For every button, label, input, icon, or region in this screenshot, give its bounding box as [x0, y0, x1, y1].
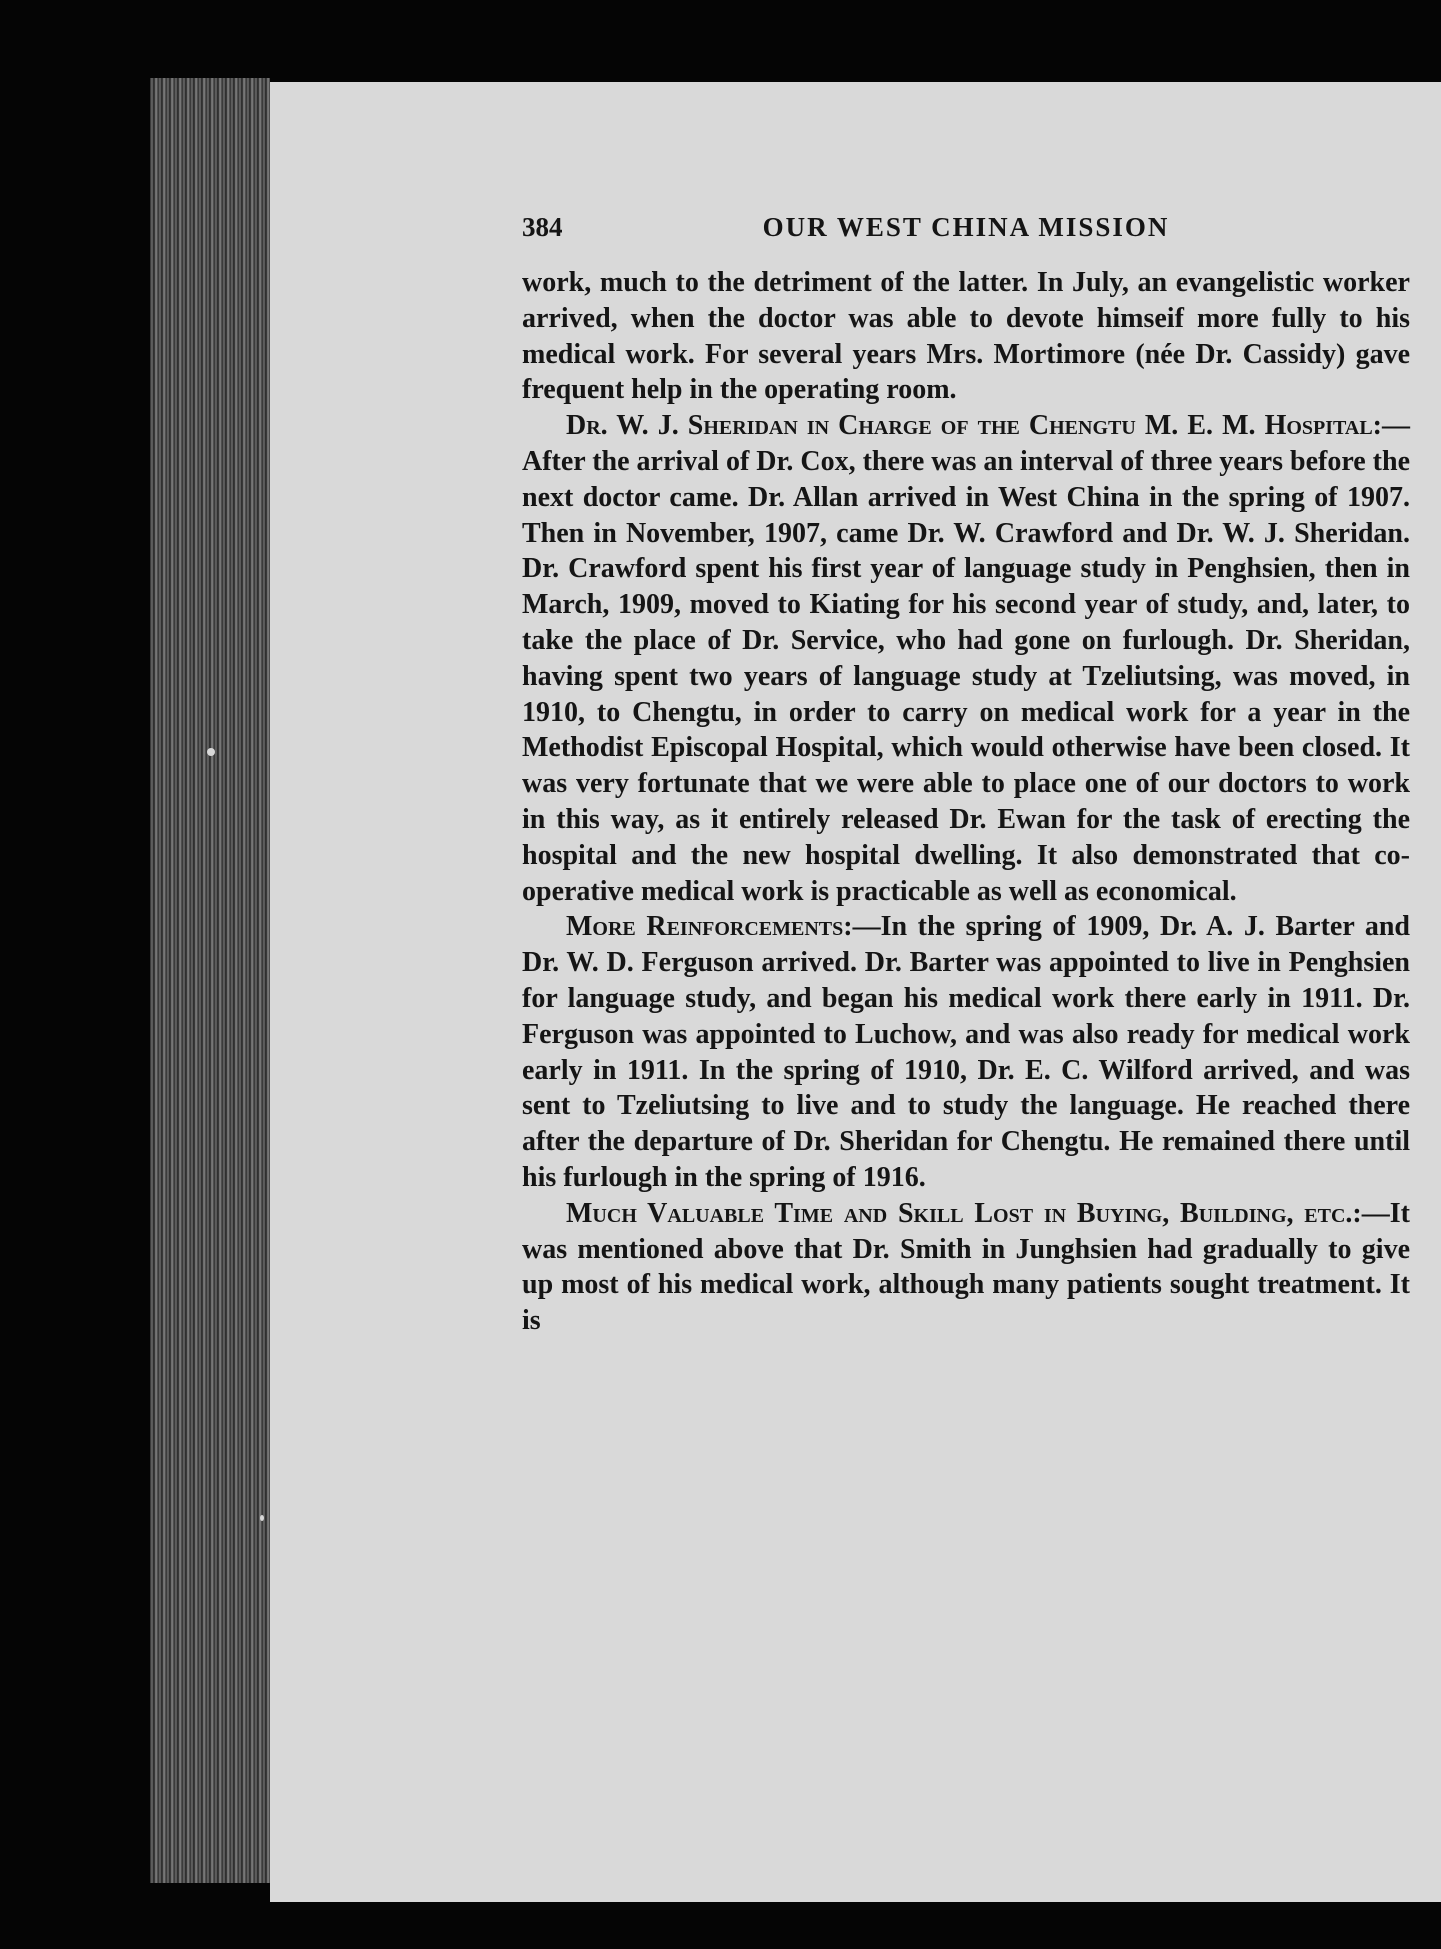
paragraph-reinforcements: [522, 909, 1410, 1195]
running-title: OUR WEST CHINA MISSION: [762, 212, 1170, 242]
paragraph-text: —It was mentioned above that Dr. Smith in Junghsien had gradually to give up most of his medical work, although many patients sought treatment. It is: [522, 1197, 1410, 1337]
section-heading: Much Valuable Time and Skill Lost in Buying, Building, etc.:: [566, 1197, 1362, 1229]
paragraph-continuation: [522, 265, 1410, 408]
paragraph-time-lost: [522, 1196, 1410, 1339]
running-head: [522, 212, 1410, 252]
paragraph-text: —In the spring of 1909, Dr. A. J. Barter and Dr. W. D. Ferguson arrived. Dr. Barter was appointed to live in Penghsien for language study, and began his medical work there early in 1911. Dr. Ferguson was appointed to Luchow, and was also ready for medical work early in 1911. In the spring of 1910, Dr. E. C. Wilford arrived, and was sent to Tzeliutsing to live and to study the language. He reached there after the departure of Dr. Sheridan for Chengtu. He remained there until his furlough in the spring of 1916.: [522, 911, 1410, 1193]
scan-speck: [207, 748, 215, 756]
printed-page: [270, 82, 1441, 1902]
page-number: 384: [522, 212, 563, 242]
section-heading: More Reinforcements:: [566, 911, 853, 943]
body-text: [522, 265, 1410, 1339]
section-heading: Dr. W. J. Sheridan in Charge of the Chengtu M. E. M. Hospital:: [566, 410, 1382, 442]
scan-speck: [260, 1515, 264, 1521]
paragraph-text: —After the arrival of Dr. Cox, there was an interval of three years before the next doctor came. Dr. Allan arrived in West China in the spring of 1907. Then in November, 1907, came Dr. W. Crawford and Dr. W. J. Sheridan. Dr. Crawford spent his first year of language study in Penghsien, then in March, 1909, moved to Kiating for his second year of study, and, later, to take the place of Dr. Service, who had gone on furlough. Dr. Sheridan, having spent two years of language study at Tzeliutsing, was moved, in 1910, to Chengtu, in order to carry on medical work for a year in the Methodist Episcopal Hospital, which would otherwise have been closed. It was very fortunate that we were able to place one of our doctors to work in this way, as it entirely released Dr. Ewan for the task of erecting the hospital and the new hospital dwelling. It also demonstrated that co-operative medical work is practicable as well as economical.: [522, 410, 1411, 907]
paragraph-text: work, much to the detriment of the latter. In July, an evangelistic worker arrived, when the doctor was able to devote himseif more fully to his medical work. For several years Mrs. Mortimore (née Dr. Cassidy) gave frequent help in the operating room.: [522, 267, 1410, 406]
paragraph-sheridan: [522, 408, 1410, 909]
book-page-edges: [150, 78, 270, 1883]
